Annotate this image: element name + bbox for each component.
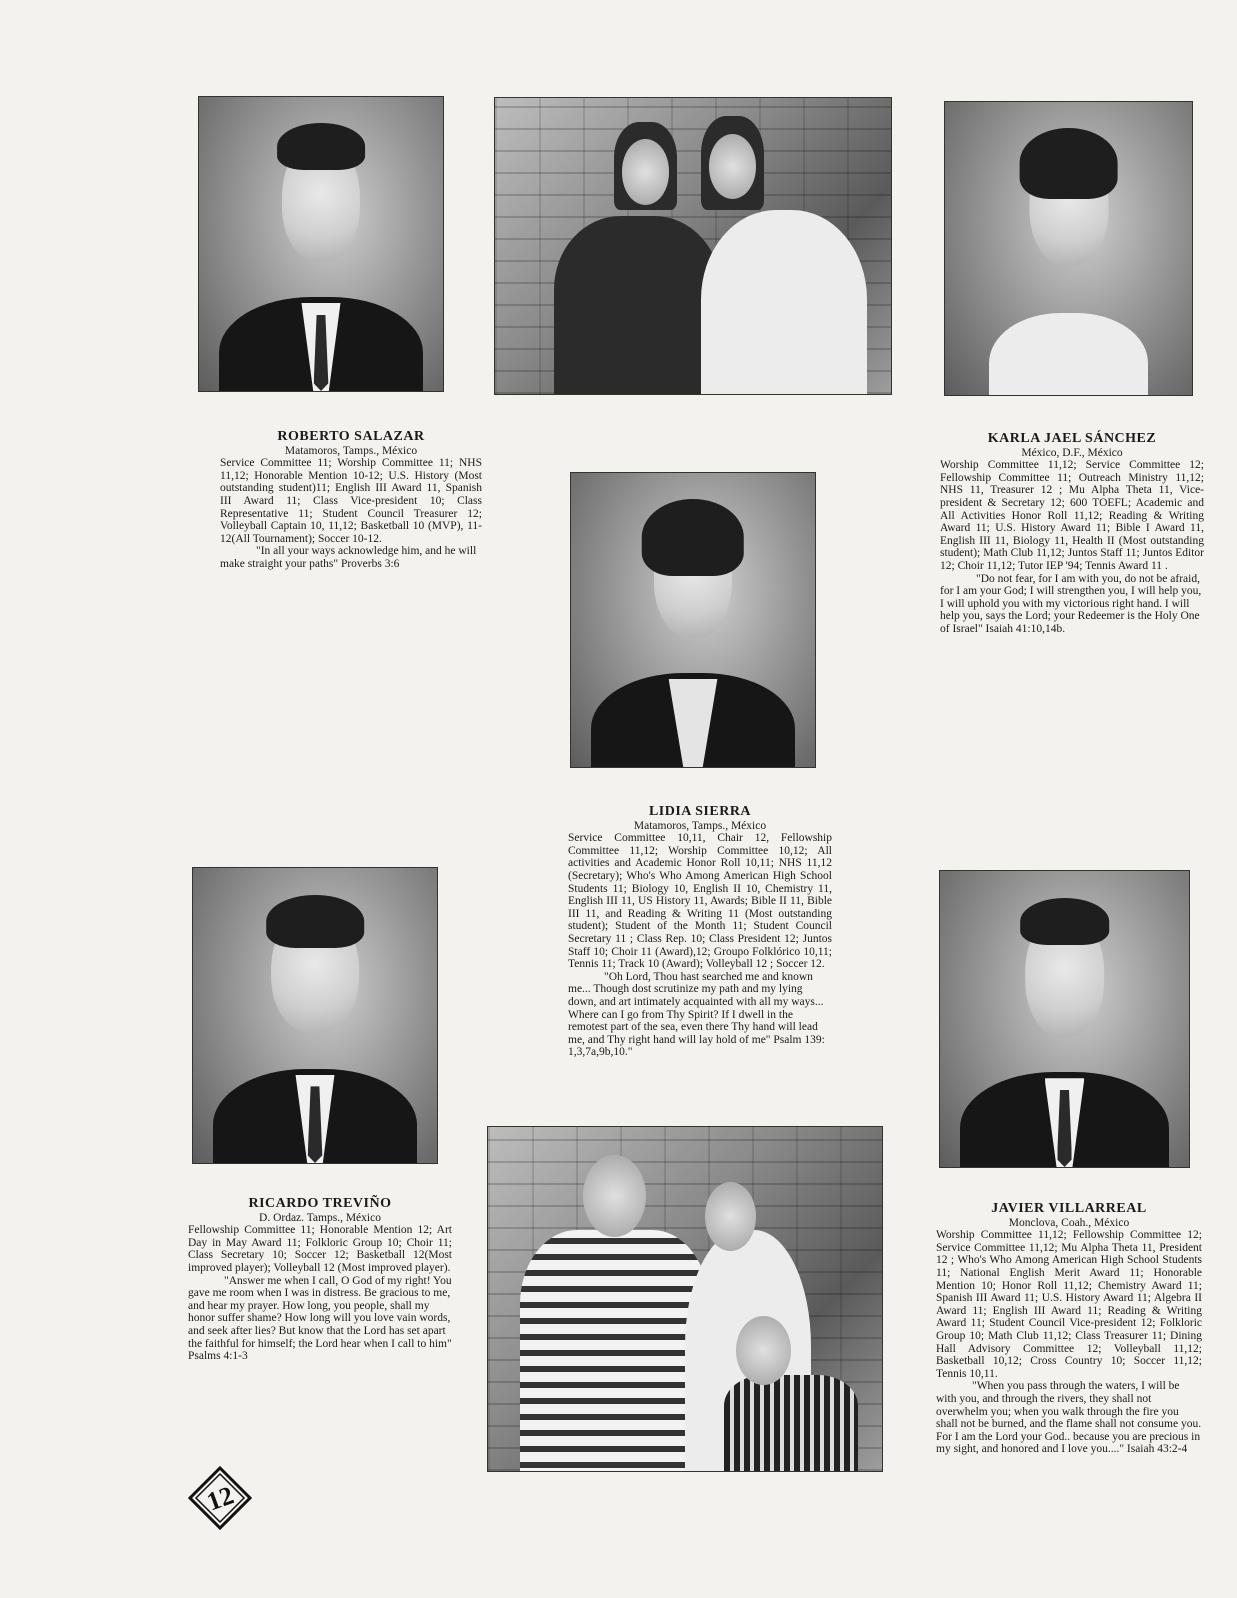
student-name: KARLA JAEL SÁNCHEZ (987, 431, 1157, 446)
student-activities: Service Committee 11; Worship Committee 11; NHS 11,12; Honorable Mention 10-12; U.S. History (Most outstanding student)11; English III Award 11, Spanish III Award 11; Class Vice-president 10; Class Representative 11; Student Council Treasurer 12; Volleyball Captain 10, 11,12; Basketball 10 (MVP), 11-12(All Tournament); Soccer 10-12. (220, 457, 482, 545)
portrait-javier-villarreal (939, 870, 1190, 1168)
student-activities: Service Committee 10,11, Chair 12, Fellowship Committee 11,12; Worship Committee 10,12; All activities and Academic Honor Roll 10,11; NHS 11,12 (Secretary); Who's Who Among American High School Students 11; Biology 10, English II 10, Chemistry 11, English III 11, US History 11, Awards; Bible II 11, Bible III 11, and Reading & Writing 11 (Most outstanding student); Student of the Month 11; Student Council Secretary 11 ; Class Rep. 10; Class President 12; Juntos Staff 10; Choir 11 (Award),12; Groupo Folklórico 10,11; Tennis 11; Track 10 (Award); Volleyball 12 ; Soccer 12. (568, 832, 832, 971)
page-number: 12 (202, 1480, 238, 1517)
student-quote: "Oh Lord, Thou hast searched me and known me... Though dost scrutinize my path and my lying down, and art intimately acquainted with all my ways... Where can I go from Thy Spirit? If I dwell in the remotest part of the sea, even there Thy hand will lead me, and Thy right hand will lay hold of me" Psalm 139: 1,3,7a,9b,10." (568, 970, 825, 1059)
student-name: LIDIA SIERRA (648, 804, 752, 819)
portrait-lidia-sierra (570, 472, 816, 768)
student-name: RICARDO TREVIÑO (248, 1196, 392, 1211)
student-activities: Worship Committee 11,12; Fellowship Committee 12; Service Committee 11,12; Mu Alpha Theta 11, President 12 ; Who's Who Among American High School Students 11; National English Merit Award 11; Honorable Mention 10; Honor Roll 11,12; Chemistry Award 11; Spanish III Award 11; U.S. History Award 11; Algebra II Award 11; English III Award 11; Reading & Writing Award 11; Student Council Vice-president 12; Folkloric Group 10; Math Club 11,12; Class Treasurer 11; Dining Hall Advisory Committee 12; Volleyball 11,12; Basketball 10,12; Cross Country 10; Soccer 11,12; Tennis 10,11. (936, 1229, 1202, 1380)
student-quote: "Answer me when I call, O God of my right! You gave me room when I was in distress. Be gracious to me, and hear my prayer. How long, you people, shall my honor suffer shame? How long will you love vain words, and seek after lies? But know that the Lord has set apart the faithful for himself; the Lord hear when I call to him" Psalms 4:1-3 (188, 1274, 452, 1363)
student-hometown: México, D.F., México (1021, 446, 1123, 459)
portrait-roberto-salazar (198, 96, 444, 392)
bio-lidia-sierra (568, 806, 832, 1059)
bio-karla-jael-sanchez (940, 433, 1204, 636)
student-hometown: Matamoros, Tamps., México (633, 819, 767, 832)
student-name: ROBERTO SALAZAR (277, 429, 425, 444)
student-quote: "When you pass through the waters, I will be with you, and through the rivers, they shall not overwhelm you; when you walk through the fire you shall not be burned, and the flame shall not consume you. For I am the Lord your God.. because you are precious in my sight, and honored and I love you...." Isaiah 43:2-4 (936, 1380, 1202, 1456)
bio-ricardo-trevino (188, 1198, 452, 1363)
student-quote: "Do not fear, for I am with you, do not be afraid, for I am your God; I will strengthen you, I will help you, I will uphold you with my victorious right hand. I will help you, says the Lord; your Redeemer is the Holy One of Israel" Isaiah 41:10,14b. (940, 572, 1202, 635)
group-photo-three-boys (487, 1126, 883, 1472)
group-photo-two-girls (494, 97, 892, 395)
portrait-ricardo-trevino (192, 867, 438, 1164)
student-hometown: Matamoros, Tamps., México (284, 444, 418, 457)
bio-javier-villarreal (936, 1203, 1202, 1456)
page-number-diamond-icon (188, 1466, 252, 1530)
bio-roberto-salazar (220, 431, 482, 571)
student-activities: Fellowship Committee 11; Honorable Mention 12; Art Day in May Award 11; Folkloric Group 10; Choir 11; Class Secretary 10; Soccer 12; Basketball 12(Most improved player); Volleyball 12 (Most improved player). (188, 1224, 452, 1274)
student-quote: "In all your ways acknowledge him, and he will make straight your paths" Proverbs 3:6 (220, 545, 477, 570)
student-hometown: Monclova, Coah., México (1008, 1216, 1130, 1229)
student-activities: Worship Committee 11,12; Service Committee 12; Fellowship Committee 11; Outreach Ministry 11,12; NHS 11, Treasurer 12 ; Mu Alpha Theta 11, Vice-president & Secretary 12; 600 TOEFL; Academic and All Activities Honor Roll 11,12; Reading & Writing Award 11; U.S. History Award 11; Bible I Award 11, English III 11, Biology 11, Health II (Most outstanding student); Math Club 11,12; Juntos Staff 11; Juntos Editor 12; Choir 11,12; Tutor IEP '94; Tennis Award 11 . (940, 459, 1204, 572)
student-hometown: D. Ordaz. Tamps., México (259, 1211, 381, 1224)
student-name: JAVIER VILLARREAL (991, 1201, 1147, 1216)
portrait-karla-jael-sanchez (944, 101, 1193, 396)
